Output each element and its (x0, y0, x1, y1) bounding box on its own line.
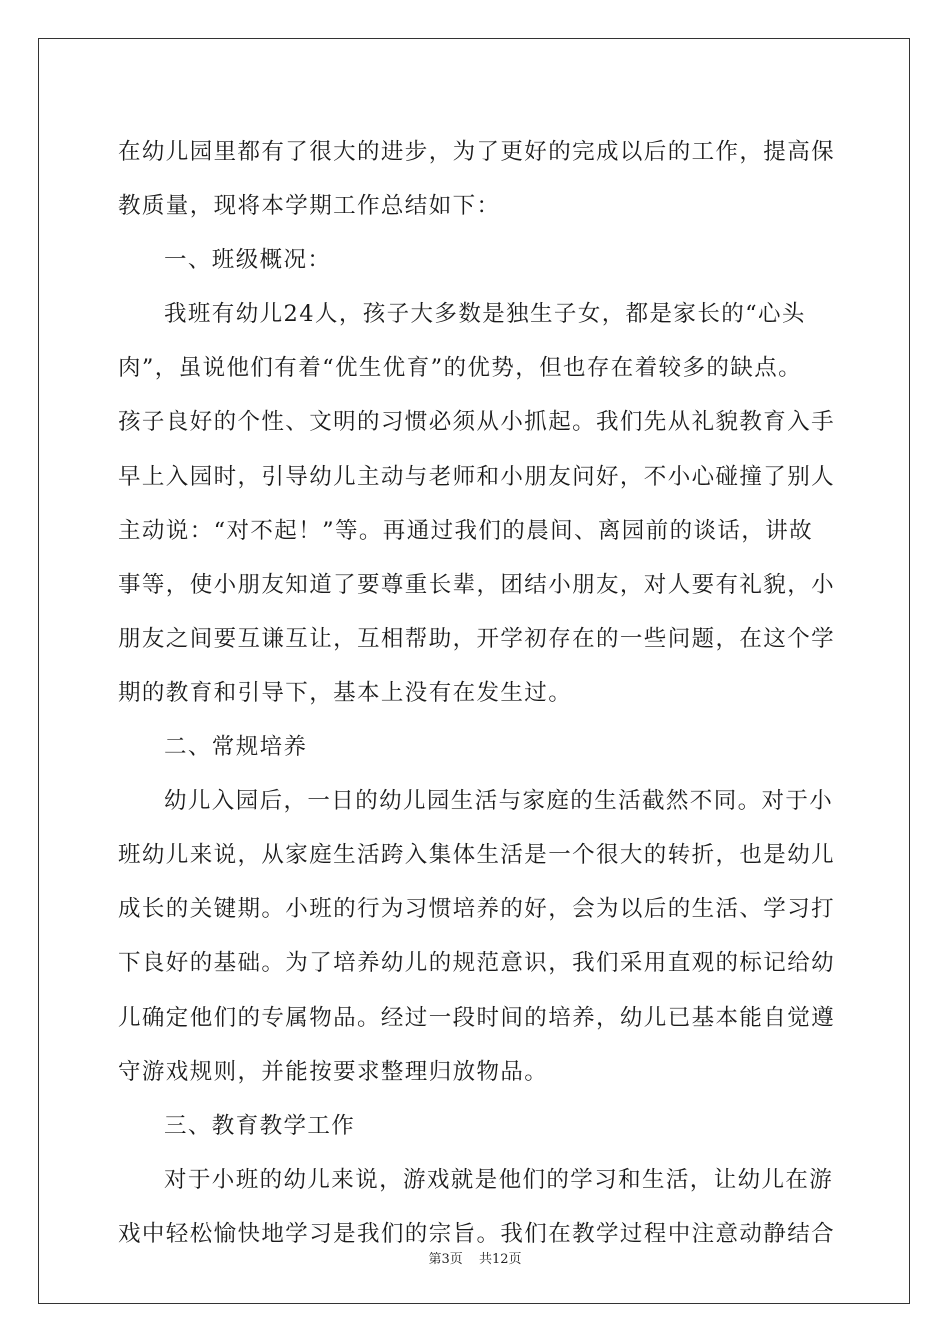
section-heading: 二、常规培养 (164, 734, 308, 761)
text-line: 朋友之间要互谦互让，互相帮助，开学初存在的一些问题，在这个学 (118, 625, 836, 652)
text-line: 事等，使小朋友知道了要尊重长辈，团结小朋友，对人要有礼貌，小 (118, 571, 836, 598)
text-line: 主动说：“对不起！”等。再通过我们的晨间、离园前的谈话，讲故 (118, 517, 814, 544)
page-footer (0, 1248, 950, 1267)
document-body (118, 125, 834, 1261)
text-line: 期的教育和引导下，基本上没有在发生过。 (118, 679, 573, 706)
section-heading: 一、班级概况： (164, 247, 332, 274)
section-heading: 三、教育教学工作 (164, 1112, 356, 1139)
text-line: 儿确定他们的专属物品。经过一段时间的培养，幼儿已基本能自觉遵 (118, 1004, 836, 1031)
text-line: 成长的关键期。小班的行为习惯培养的好，会为以后的生活、学习打 (118, 896, 836, 923)
text-line: 早上入园时，引导幼儿主动与老师和小朋友问好，不小心碰撞了别人 (118, 463, 836, 490)
text-line: 我班有幼儿24人，孩子大多数是独生子女，都是家长的“心头 (164, 301, 806, 328)
text-line: 对于小班的幼儿来说，游戏就是他们的学习和生活，让幼儿在游 (164, 1166, 834, 1193)
text-line: 教质量，现将本学期工作总结如下： (118, 193, 501, 220)
text-line: 幼儿入园后，一日的幼儿园生活与家庭的生活截然不同。对于小 (164, 788, 834, 815)
text-line: 孩子良好的个性、文明的习惯必须从小抓起。我们先从礼貌教育入手 (118, 409, 836, 436)
page-total: 共12页 (478, 1252, 522, 1267)
text-line: 下良好的基础。为了培养幼儿的规范意识，我们采用直观的标记给幼 (118, 950, 836, 977)
text-line: 守游戏规则，并能按要求整理归放物品。 (118, 1058, 549, 1085)
text-line: 肉”，虽说他们有着“优生优育”的优势，但也存在着较多的缺点。 (118, 355, 803, 382)
page-number: 第3页 (428, 1252, 463, 1267)
text-line: 戏中轻松愉快地学习是我们的宗旨。我们在教学过程中注意动静结合 (118, 1220, 836, 1247)
text-line: 班幼儿来说，从家庭生活跨入集体生活是一个很大的转折，也是幼儿 (118, 842, 836, 869)
text-line: 在幼儿园里都有了很大的进步，为了更好的完成以后的工作，提高保 (118, 139, 836, 165)
